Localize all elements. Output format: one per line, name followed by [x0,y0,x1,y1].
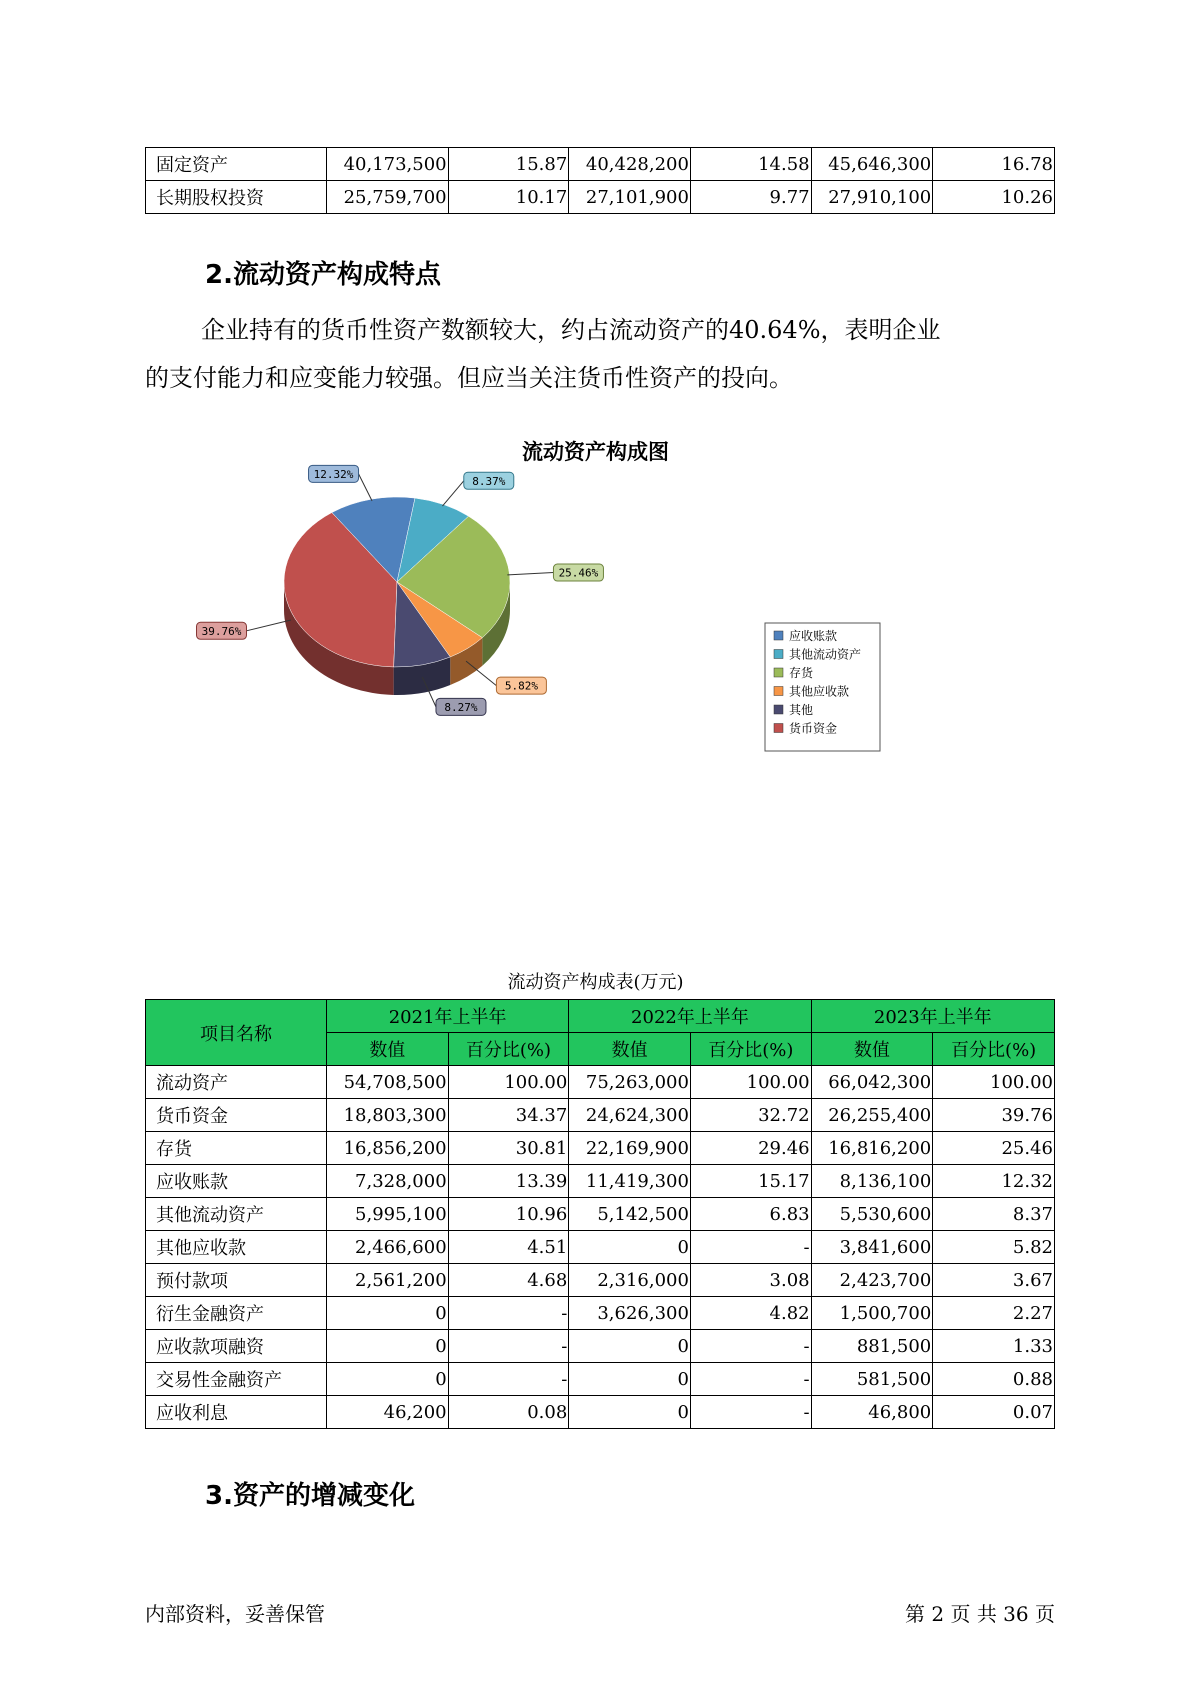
row-label: 衍生金融资产 [146,1297,327,1330]
value-cell: 5,995,100 [326,1198,448,1231]
data-label: 8.37% [472,474,506,488]
table-row [146,148,1055,181]
legend-entry: 其他 [789,703,814,717]
percent-cell: 4.82 [690,1297,811,1330]
row-label: 交易性金融资产 [146,1363,327,1396]
pie-top [284,497,510,667]
value-cell: 66,042,300 [811,1066,933,1099]
row-label: 其他流动资产 [146,1198,327,1231]
legend-entry: 其他应收款 [789,684,850,699]
value-cell: 0 [569,1396,691,1429]
value-cell: 3,841,600 [811,1231,933,1264]
percent-cell: - [448,1297,569,1330]
table-row [146,1165,1055,1198]
legend-swatch [774,687,783,696]
section-heading: 3.资产的增减变化 [205,1481,415,1511]
value-cell: 54,708,500 [326,1066,448,1099]
percent-cell: 0.08 [448,1396,569,1429]
value-cell: 0 [569,1231,691,1264]
row-label: 应收款项融资 [146,1330,327,1363]
value-cell: 26,255,400 [811,1099,933,1132]
percent-cell: 4.51 [448,1231,569,1264]
row-label: 长期股权投资 [146,181,327,214]
row-label: 货币资金 [146,1099,327,1132]
row-label: 流动资产 [146,1066,327,1099]
value-cell: 75,263,000 [569,1066,691,1099]
chart-legend [765,623,880,751]
pie-chart [0,467,1191,760]
value-cell: 0 [326,1330,448,1363]
value-cell: 5,530,600 [811,1198,933,1231]
value-cell: 881,500 [811,1330,933,1363]
percent-cell: 5.82 [933,1231,1055,1264]
column-header-pct: 百分比(%) [448,1033,569,1066]
data-label: 25.46% [558,566,599,580]
percent-cell: 34.37 [448,1099,569,1132]
value-cell: 18,803,300 [326,1099,448,1132]
value-cell: 0 [326,1363,448,1396]
table-row [146,1198,1055,1231]
table-header-row [146,1000,1055,1033]
percent-cell: 29.46 [690,1132,811,1165]
data-label: 12.32% [313,467,354,481]
table-row [146,1330,1055,1363]
footer-page-number: 第 2 页 共 36 页 [905,1602,1055,1626]
table-row [146,1264,1055,1297]
percent-cell: 10.26 [933,181,1055,214]
percent-cell: - [690,1363,811,1396]
percent-cell: 1.33 [933,1330,1055,1363]
percent-cell: 15.87 [448,148,569,181]
value-cell: 581,500 [811,1363,933,1396]
percent-cell: 3.67 [933,1264,1055,1297]
percent-cell: 14.58 [690,148,811,181]
percent-cell: 100.00 [448,1066,569,1099]
value-cell: 2,466,600 [326,1231,448,1264]
section-heading: 2.流动资产构成特点 [205,260,441,290]
percent-cell: 6.83 [690,1198,811,1231]
percent-cell: 16.78 [933,148,1055,181]
label-leader-line [442,481,463,506]
table-row [146,1099,1055,1132]
column-header-value: 数值 [326,1033,448,1066]
value-cell: 2,561,200 [326,1264,448,1297]
current-assets-table [145,999,1055,1429]
value-cell: 16,856,200 [326,1132,448,1165]
row-label: 存货 [146,1132,327,1165]
table-row [146,1132,1055,1165]
legend-swatch [774,668,783,677]
percent-cell: - [690,1231,811,1264]
column-header-pct: 百分比(%) [933,1033,1055,1066]
value-cell: 5,142,500 [569,1198,691,1231]
value-cell: 0 [569,1330,691,1363]
value-cell: 25,759,700 [326,181,448,214]
percent-cell: 8.37 [933,1198,1055,1231]
percent-cell: 3.08 [690,1264,811,1297]
percent-cell: 100.00 [690,1066,811,1099]
column-header-period: 2021年上半年 [326,1000,568,1033]
label-leader-line [507,573,553,575]
value-cell: 24,624,300 [569,1099,691,1132]
paragraph-line: 企业持有的货币性资产数额较大，约占流动资产的40.64%，表明企业 [201,316,941,344]
legend-entry: 存货 [789,666,814,680]
percent-cell: 2.27 [933,1297,1055,1330]
table-row [146,1297,1055,1330]
value-cell: 40,428,200 [569,148,691,181]
table-row [146,181,1055,214]
column-header-pct: 百分比(%) [690,1033,811,1066]
table-row [146,1396,1055,1429]
value-cell: 22,169,900 [569,1132,691,1165]
chart-title: 流动资产构成图 [522,440,669,464]
column-header-period: 2023年上半年 [811,1000,1054,1033]
column-header-value: 数值 [569,1033,691,1066]
column-header-value: 数值 [811,1033,933,1066]
row-label: 应收利息 [146,1396,327,1429]
percent-cell: 15.17 [690,1165,811,1198]
value-cell: 27,910,100 [811,181,933,214]
value-cell: 46,800 [811,1396,933,1429]
value-cell: 16,816,200 [811,1132,933,1165]
footer-confidential: 内部资料，妥善保管 [145,1602,325,1626]
percent-cell: 39.76 [933,1099,1055,1132]
legend-swatch [774,705,783,714]
data-label: 8.27% [444,700,478,714]
data-label: 5.82% [504,679,538,693]
value-cell: 1,500,700 [811,1297,933,1330]
table-row [146,1066,1055,1099]
table-row [146,1363,1055,1396]
value-cell: 3,626,300 [569,1297,691,1330]
value-cell: 0 [569,1363,691,1396]
legend-entry: 货币资金 [789,721,838,736]
label-leader-line [246,620,290,631]
column-header-item: 项目名称 [146,1000,327,1066]
percent-cell: 30.81 [448,1132,569,1165]
percent-cell: 9.77 [690,181,811,214]
value-cell: 27,101,900 [569,181,691,214]
percent-cell: 10.17 [448,181,569,214]
percent-cell: - [690,1396,811,1429]
value-cell: 2,316,000 [569,1264,691,1297]
legend-entry: 应收账款 [789,629,838,643]
value-cell: 46,200 [326,1396,448,1429]
legend-swatch [774,631,783,640]
percent-cell: 10.96 [448,1198,569,1231]
percent-cell: 12.32 [933,1165,1055,1198]
percent-cell: - [448,1363,569,1396]
percent-cell: - [448,1330,569,1363]
table-caption: 流动资产构成表(万元) [507,972,684,993]
percent-cell: 32.72 [690,1099,811,1132]
percent-cell: 25.46 [933,1132,1055,1165]
row-label: 预付款项 [146,1264,327,1297]
percent-cell: 13.39 [448,1165,569,1198]
legend-swatch [774,724,783,733]
paragraph-line: 的支付能力和应变能力较强。但应当关注货币性资产的投向。 [145,364,793,392]
row-label: 应收账款 [146,1165,327,1198]
percent-cell: 0.07 [933,1396,1055,1429]
top-table [145,147,1055,214]
label-leader-line [359,474,373,501]
data-label: 39.76% [201,624,242,638]
value-cell: 7,328,000 [326,1165,448,1198]
value-cell: 45,646,300 [811,148,933,181]
legend-entry: 其他流动资产 [789,647,862,662]
row-label: 其他应收款 [146,1231,327,1264]
percent-cell: 4.68 [448,1264,569,1297]
table-row [146,1231,1055,1264]
row-label: 固定资产 [146,148,327,181]
value-cell: 2,423,700 [811,1264,933,1297]
percent-cell: 100.00 [933,1066,1055,1099]
value-cell: 40,173,500 [326,148,448,181]
percent-cell: 0.88 [933,1363,1055,1396]
value-cell: 11,419,300 [569,1165,691,1198]
value-cell: 0 [326,1297,448,1330]
legend-swatch [774,650,783,659]
column-header-period: 2022年上半年 [569,1000,811,1033]
percent-cell: - [690,1330,811,1363]
value-cell: 8,136,100 [811,1165,933,1198]
